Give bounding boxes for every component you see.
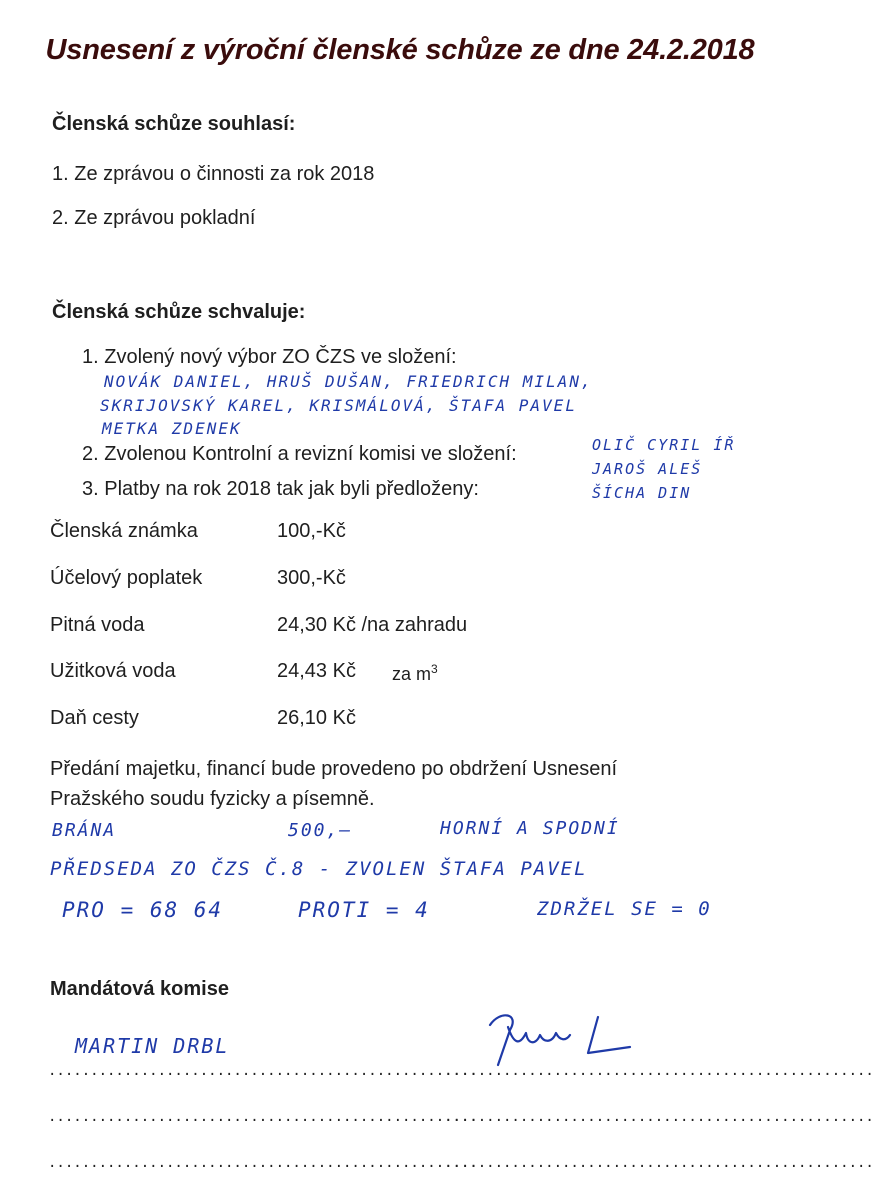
- fee-value: 100,-Kč: [277, 520, 346, 542]
- section1-item-1: 1. Ze zprávou o činnosti za rok 2018: [52, 163, 375, 185]
- section1-heading: Členská schůze souhlasí:: [52, 113, 296, 135]
- signature-line: ...................................................: [444, 1063, 874, 1079]
- handwritten-note-amount: 500,—: [288, 820, 353, 841]
- fee-unit: za $m^3$: [392, 662, 438, 684]
- section1-item-2: 2. Ze zprávou pokladní: [52, 207, 256, 229]
- signature-line: ...................................................: [48, 1063, 478, 1079]
- fee-label: Členská známka: [50, 520, 198, 542]
- section2-item-1: 1. Zvolený nový výbor ZO ČZS ve složení:: [82, 346, 457, 368]
- handwritten-revision-line-3: ŠÍCHA DIN: [592, 484, 692, 502]
- document-title: Usnesení z výroční členské schůze ze dne 24.2.2018: [45, 34, 755, 66]
- transfer-note-line-2: Pražského soudu fyzicky a písemně.: [50, 788, 375, 810]
- fee-value: 26,10 Kč: [277, 707, 356, 729]
- signature-name: MARTIN DRBL: [75, 1034, 230, 1058]
- fee-value: 24,43 Kč: [277, 660, 356, 682]
- handwritten-note-vote-abstain: ZDRŽEL SE = 0: [537, 898, 712, 920]
- handwritten-committee-line-3: METKA ZDENEK: [102, 419, 242, 438]
- handwritten-note-gate: BRÁNA: [52, 820, 117, 841]
- signature-line: ...................................................: [444, 1155, 874, 1171]
- handwritten-note-chairman: PŘEDSEDA ZO ČZS Č.8 - ZVOLEN ŠTAFA PAVEL: [50, 858, 588, 880]
- handwritten-note-vote-against: PROTI = 4: [298, 898, 430, 922]
- fee-label: Účelový poplatek: [50, 567, 203, 589]
- handwritten-revision-line-1: OLIČ CYRIL ÍŘ: [592, 436, 736, 454]
- handwritten-committee-line-2: SKRIJOVSKÝ KAREL, KRISMÁLOVÁ, ŠTAFA PAVEL: [100, 396, 577, 415]
- mandate-heading: Mandátová komise: [50, 978, 229, 1000]
- signature-line: ...................................................: [48, 1155, 478, 1171]
- section2-heading: Členská schůze schvaluje:: [52, 301, 306, 323]
- section2-item-2: 2. Zvolenou Kontrolní a revizní komisi ve složení:: [82, 443, 517, 465]
- handwritten-committee-line-1: NOVÁK DANIEL, HRUŠ DUŠAN, FRIEDRICH MILAN,: [104, 372, 593, 391]
- fee-label: Užitková voda: [50, 660, 176, 682]
- handwritten-note-vote-for: PRO = 68 64: [62, 898, 224, 922]
- handwritten-note-gates: HORNÍ A SPODNÍ: [440, 818, 620, 839]
- signature-line: ...................................................: [48, 1109, 478, 1125]
- section2-item-3: 3. Platby na rok 2018 tak jak byli předloženy:: [82, 478, 479, 500]
- handwritten-revision-line-2: JAROŠ ALEŠ: [592, 460, 703, 478]
- fee-label: Pitná voda: [50, 614, 145, 636]
- fee-value: 24,30 Kč /na zahradu: [277, 614, 468, 636]
- signature-line: ...................................................: [444, 1109, 874, 1125]
- fee-label: Daň cesty: [50, 707, 139, 729]
- fee-value: 300,-Kč: [277, 567, 346, 589]
- transfer-note-line-1: Předání majetku, financí bude provedeno po obdržení Usnesení: [50, 758, 618, 780]
